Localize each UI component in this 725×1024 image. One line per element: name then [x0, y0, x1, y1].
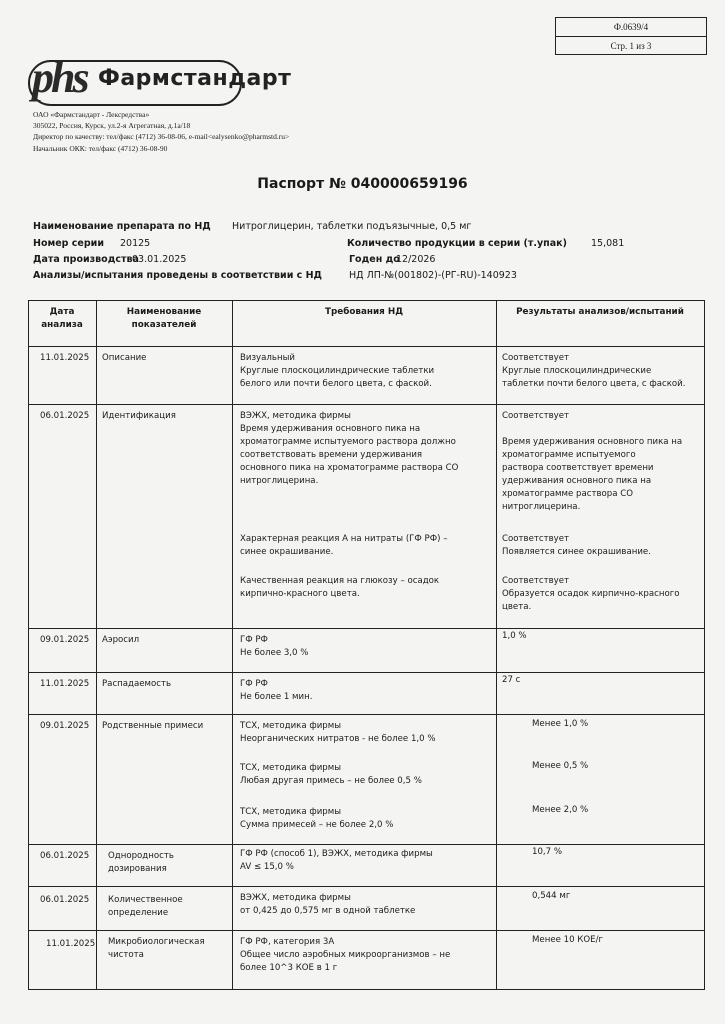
req-line: Общее число аэробных микроорганизмов – не: [240, 950, 451, 960]
res-line: Соответствует: [502, 411, 570, 421]
res-line: Время удерживания основного пика на: [502, 437, 683, 447]
passport-title: Паспорт № 040000659196: [257, 176, 468, 192]
analysis-table: [28, 300, 705, 990]
res-line: Соответствует: [502, 576, 570, 586]
row-date: 09.01.2025: [40, 635, 90, 645]
res-line: Менее 1,0 %: [532, 719, 589, 729]
res-line: 27 с: [502, 675, 521, 685]
row-date: 06.01.2025: [40, 851, 90, 861]
req-line: ТСХ, методика фирмы: [240, 807, 342, 817]
res-line: Соответствует: [502, 353, 570, 363]
production-date-label: Дата производства: [33, 254, 139, 265]
req-line: ТСХ, методика фирмы: [240, 763, 342, 773]
res-line: Соответствует: [502, 534, 570, 544]
req-line: ВЭЖХ, методика фирмы: [240, 893, 351, 903]
row-indicator: Распадаемость: [102, 679, 172, 689]
quantity-label: Количество продукции в серии (т.упак): [347, 238, 567, 249]
table-rule: [28, 300, 705, 301]
req-line: кирпично-красного цвета.: [240, 589, 360, 599]
req-line: Сумма примесей – не более 2,0 %: [240, 820, 394, 830]
header-results: Результаты анализов/испытаний: [516, 307, 684, 317]
production-date-value: 03.01.2025: [132, 254, 187, 265]
header-date: Дата анализа: [41, 307, 83, 330]
table-rule: [28, 714, 705, 715]
req-line: Не более 1 мин.: [240, 692, 313, 702]
res-line: хроматограмме испытуемого: [502, 450, 636, 460]
res-spacer: [502, 423, 682, 436]
row-date: 11.01.2025: [40, 353, 90, 363]
req-line: Визуальный: [240, 353, 295, 363]
req-line: Характерная реакция А на нитраты (ГФ РФ) –: [240, 534, 448, 544]
table-rule: [28, 672, 705, 673]
req-line: белого или почти белого цвета, с фаской.: [240, 379, 432, 389]
series-label: Номер серии: [33, 238, 104, 249]
req-line: хроматограмме испытуемого раствора должно: [240, 437, 456, 447]
req-line: ГФ РФ: [240, 635, 268, 645]
row-indicator: чистота: [108, 950, 144, 960]
table-rule: [28, 844, 705, 845]
company-address: 305022, Россия, Курск, ул.2-я Агрегатная, д.1а/18: [33, 121, 191, 130]
row-indicator: Идентификация: [102, 411, 176, 421]
req-line: AV ≤ 15,0 %: [240, 862, 294, 872]
table-rule: [96, 300, 97, 990]
res-line: хроматограмме раствора СО: [502, 489, 634, 499]
row-indicator: Микробиологическая: [108, 937, 205, 947]
res-line: 1,0 %: [502, 631, 527, 641]
table-rule: [28, 300, 29, 990]
form-code-box: [555, 17, 707, 55]
table-rule: [28, 404, 705, 405]
row-indicator: Количественное: [108, 895, 183, 905]
page-number: Стр. 1 из 3: [610, 41, 652, 51]
logo-name: Фармстандарт: [98, 66, 292, 91]
res-line: 10,7 %: [532, 847, 563, 857]
req-line: Круглые плоскоцилиндрические таблетки: [240, 366, 435, 376]
req-line: Любая другая примесь – не более 0,5 %: [240, 776, 422, 786]
res-line: 0,544 мг: [532, 891, 571, 901]
row-date: 11.01.2025: [46, 939, 96, 949]
req-line: основного пика на хроматограмме раствора СО: [240, 463, 459, 473]
req-line: Не более 3,0 %: [240, 648, 309, 658]
quality-director-contact: Директор по качеству: тел/факс (4712) 36-08-06, e-mail<ealysenko@pharmstd.ru>: [33, 132, 290, 141]
header-requirements: Требования НД: [324, 307, 404, 317]
req-line: ТСХ, методика фирмы: [240, 721, 342, 731]
table-rule: [28, 989, 705, 990]
logo-mark: phs: [32, 53, 87, 102]
drug-name-value: Нитроглицерин, таблетки подъязычные, 0,5 мг: [232, 221, 472, 232]
res-line: Менее 10 КОЕ/г: [532, 935, 603, 945]
res-line: нитроглицерина.: [502, 502, 581, 512]
req-line: соответствовать времени удерживания: [240, 450, 423, 460]
row-date: 09.01.2025: [40, 721, 90, 731]
res-line: цвета.: [502, 602, 532, 612]
expiry-value: 12/2026: [396, 254, 436, 265]
req-line: ГФ РФ (способ 1), ВЭЖХ, методика фирмы: [240, 849, 433, 859]
company-name: ОАО «Фармстандарт - Лексредства»: [33, 110, 150, 119]
row-indicator: дозирования: [108, 864, 167, 874]
table-rule: [232, 300, 233, 990]
form-code: Ф.0639/4: [556, 18, 706, 37]
req-line: Время удерживания основного пика на: [240, 424, 421, 434]
req-line: ГФ РФ, категория 3А: [240, 937, 335, 947]
res-line: Менее 0,5 %: [532, 761, 589, 771]
expiry-label: Годен до: [349, 254, 400, 265]
res-line: Появляется синее окрашивание.: [502, 547, 651, 557]
table-rule: [704, 300, 705, 990]
req-line: более 10^3 КОЕ в 1 г: [240, 963, 338, 973]
table-rule: [496, 300, 497, 990]
row-date: 06.01.2025: [40, 895, 90, 905]
row-date: 06.01.2025: [40, 411, 90, 421]
series-value: 20125: [120, 238, 151, 249]
res-line: раствора соответствует времени: [502, 463, 654, 473]
row-indicator: Аэросил: [102, 635, 140, 645]
req-line: Неорганических нитратов - не более 1,0 %: [240, 734, 436, 744]
req-line: ГФ РФ: [240, 679, 268, 689]
res-line: Менее 2,0 %: [532, 805, 589, 815]
row-indicator: Родственные примеси: [102, 721, 204, 731]
nd-value: НД ЛП-№(001802)-(РГ-RU)-140923: [349, 270, 517, 281]
req-line: нитроглицерина.: [240, 476, 319, 486]
nd-label: Анализы/испытания проведены в соответствии с НД: [33, 270, 323, 281]
table-rule: [28, 886, 705, 887]
table-rule: [28, 346, 705, 347]
res-line: Образуется осадок кирпично-красного: [502, 589, 680, 599]
table-rule: [28, 628, 705, 629]
row-indicator: Описание: [102, 353, 147, 363]
req-line: Качественная реакция на глюкозу – осадок: [240, 576, 440, 586]
table-rule: [28, 930, 705, 931]
drug-name-label: Наименование препарата по НД: [33, 221, 211, 232]
row-indicator: определение: [108, 908, 169, 918]
row-date: 11.01.2025: [40, 679, 90, 689]
req-line: от 0,425 до 0,575 мг в одной таблетке: [240, 906, 416, 916]
row-indicator: Однородность: [108, 851, 174, 861]
req-line: ВЭЖХ, методика фирмы: [240, 411, 351, 421]
quantity-value: 15,081: [591, 238, 625, 249]
res-line: таблетки почти белого цвета, с фаской.: [502, 379, 686, 389]
header-indicator: Наименование показателей: [126, 307, 202, 330]
res-line: Круглые плоскоцилиндрические: [502, 366, 652, 376]
okk-head-contact: Начальник ОКК: тел/факс (4712) 36-08-90: [33, 144, 168, 153]
res-line: удерживания основного пика на: [502, 476, 652, 486]
req-line: синее окрашивание.: [240, 547, 334, 557]
